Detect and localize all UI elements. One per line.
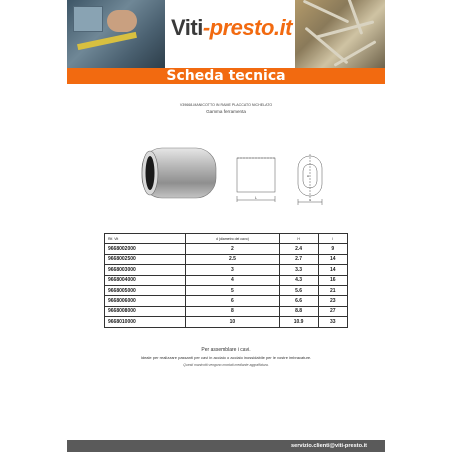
table-row <box>105 306 348 316</box>
usage-note: Per assemblare i cavi. <box>201 347 251 353</box>
cell-l: 27 <box>318 306 347 316</box>
cell-diameter: 4 <box>186 275 279 285</box>
brand-logo[interactable] <box>171 15 292 41</box>
cell-diameter: 3 <box>186 265 279 275</box>
table-row <box>105 265 348 275</box>
contact-email-link[interactable]: servizio.clienti@viti-presto.it <box>290 443 367 449</box>
cell-l: 33 <box>318 317 347 327</box>
logo-text-viti: Viti <box>171 15 203 40</box>
product-drawings <box>130 140 330 210</box>
product-code-line: V39668-MANICOTTO IN RAME PLACCATO NICHELATO <box>179 103 273 107</box>
cell-h: 8.8 <box>279 306 318 316</box>
cell-h: 4.3 <box>279 275 318 285</box>
col-header-ref: Rif. Vit <box>105 234 186 244</box>
product-range: Gamma ferramenta <box>206 109 246 114</box>
cell-ref: 9668010000 <box>105 317 186 327</box>
cell-diameter: 2 <box>186 244 279 254</box>
width-dim-label: l1 <box>308 198 312 202</box>
cell-h: 10.9 <box>279 317 318 327</box>
cell-diameter: 5 <box>186 285 279 295</box>
cell-h: 3.3 <box>279 265 318 275</box>
cell-l: 14 <box>318 265 347 275</box>
page-title: Scheda tecnica <box>166 68 286 84</box>
cell-l: 21 <box>318 285 347 295</box>
sleeve-photo <box>142 148 216 198</box>
cell-l: 23 <box>318 296 347 306</box>
col-header-diameter: d (diametro del cavo) <box>186 234 279 244</box>
height-dim-label: H <box>306 174 310 178</box>
cell-ref: 9668004000 <box>105 275 186 285</box>
cell-ref: 9668003000 <box>105 265 186 275</box>
cell-diameter: 6 <box>186 296 279 306</box>
table-row <box>105 285 348 295</box>
cell-h: 2.4 <box>279 244 318 254</box>
table-row <box>105 244 348 254</box>
table-row <box>105 296 348 306</box>
title-band <box>67 68 385 84</box>
cell-ref: 9668002000 <box>105 244 186 254</box>
cell-ref: 9668008000 <box>105 306 186 316</box>
cell-h: 6.6 <box>279 296 318 306</box>
table-row <box>105 275 348 285</box>
screws-photo <box>295 0 385 68</box>
cell-l: 16 <box>318 275 347 285</box>
assembly-note: Questi manicotti vengono montati mediante aggraffatura. <box>183 363 269 367</box>
table-row <box>105 254 348 264</box>
table-row <box>105 317 348 327</box>
description-note: Ideale per realizzare passanti per cavi in acciaio o acciaio inossidabile per le vostre imbracature. <box>140 355 312 360</box>
cell-l: 14 <box>318 254 347 264</box>
length-dim-label: L <box>255 196 257 200</box>
col-header-l: l <box>318 234 347 244</box>
footer-bar <box>67 440 385 452</box>
header-banner <box>67 0 385 68</box>
logo-text-presto: -presto.it <box>202 15 292 40</box>
tools-photo <box>67 0 165 68</box>
table-header-row <box>105 234 348 244</box>
cell-ref: 9668002500 <box>105 254 186 264</box>
col-header-h: H <box>279 234 318 244</box>
cell-diameter: 2.5 <box>186 254 279 264</box>
cell-diameter: 10 <box>186 317 279 327</box>
cell-h: 5.6 <box>279 285 318 295</box>
cell-ref: 9668005000 <box>105 285 186 295</box>
cell-diameter: 8 <box>186 306 279 316</box>
cell-l: 9 <box>318 244 347 254</box>
cell-ref: 9668006000 <box>105 296 186 306</box>
spec-table <box>104 233 348 328</box>
cell-h: 2.7 <box>279 254 318 264</box>
